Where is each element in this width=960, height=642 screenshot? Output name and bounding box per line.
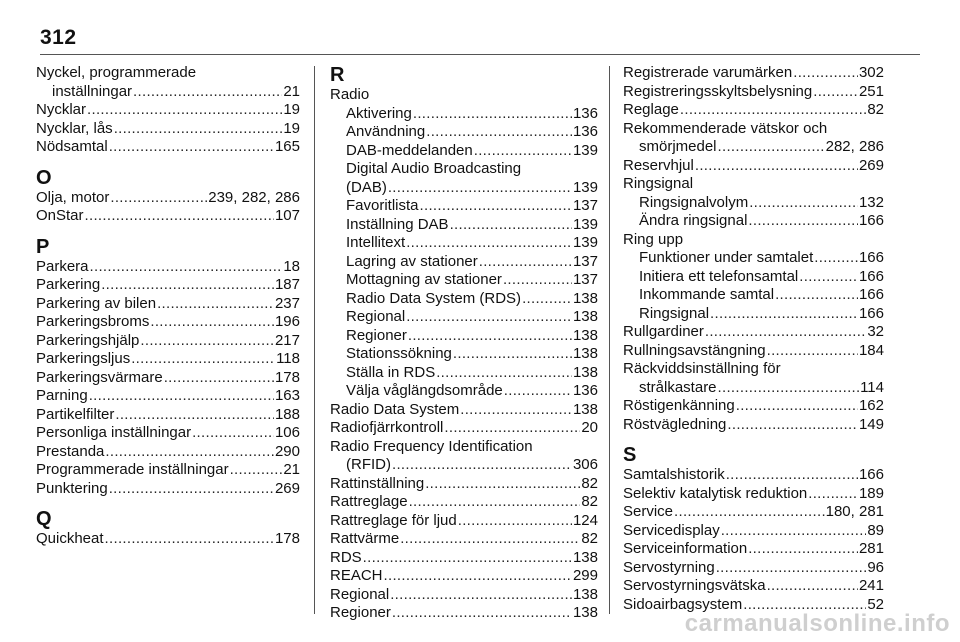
index-entry-term: Välja våglängdsområde	[346, 382, 503, 399]
index-entry-pages: 269	[858, 156, 884, 174]
index-entry-term: Aktivering	[346, 104, 412, 122]
index-entry	[330, 382, 598, 401]
index-entry-term: Partikelfilter	[36, 405, 115, 423]
index-entry-pages: 162	[858, 397, 884, 414]
index-entry-pages: 165	[274, 138, 300, 155]
index-entry-term: Parkeringsljus	[36, 350, 131, 367]
page-number: 312	[40, 26, 77, 49]
index-entry-pages: 302	[858, 64, 884, 81]
index-entry-pages: 281	[858, 540, 884, 557]
index-entry-pages: 178	[274, 368, 300, 386]
index-entry-term: Programmerade inställningar	[36, 461, 229, 478]
watermark-text: carmanualsonline.info	[684, 610, 950, 637]
dot-leader	[522, 290, 572, 309]
dot-leader	[716, 559, 867, 578]
index-entry-pages: 166	[858, 249, 884, 266]
index-entry	[623, 101, 884, 120]
index-entry	[623, 194, 884, 213]
index-entry-pages: 137	[572, 271, 598, 288]
index-entry	[36, 83, 300, 102]
dot-leader	[426, 123, 572, 142]
dot-leader	[420, 197, 572, 216]
index-entry-pages: 241	[858, 577, 884, 594]
index-entry	[623, 485, 884, 504]
index-entry	[330, 290, 598, 309]
index-entry-term: Rullgardiner	[623, 323, 704, 340]
index-entry-heading: Räckviddsinställning för	[623, 360, 781, 377]
index-entry	[36, 138, 300, 157]
index-entry-pages: 290	[274, 442, 300, 460]
index-entry-term: DAB-meddelanden	[346, 141, 473, 159]
index-entry	[330, 216, 598, 235]
index-entry-pages: 96	[867, 558, 884, 576]
index-entry-pages: 139	[572, 215, 598, 233]
index-letter-heading: Q	[36, 508, 52, 530]
index-entry-pages: 239, 282, 286	[208, 188, 300, 206]
dot-leader	[413, 105, 572, 124]
index-entry	[623, 466, 884, 485]
dot-leader	[408, 327, 572, 346]
index-entry	[330, 345, 598, 364]
dot-leader	[767, 577, 858, 596]
index-entry-term: Nycklar, lås	[36, 119, 113, 137]
index-entry-pages: 106	[274, 424, 300, 441]
dot-leader	[388, 179, 572, 198]
index-column-1	[36, 64, 300, 549]
dot-leader	[150, 313, 274, 332]
index-entry	[623, 138, 884, 157]
index-entry-pages: 138	[572, 400, 598, 418]
dot-leader	[674, 503, 825, 522]
index-entry-term: Favoritlista	[346, 197, 419, 214]
index-entry-term: Punktering	[36, 479, 108, 497]
index-entry	[36, 424, 300, 443]
dot-leader	[157, 295, 274, 314]
dot-leader	[748, 212, 858, 231]
index-entry-term: Reglage	[623, 101, 679, 118]
index-entry	[623, 83, 884, 102]
dot-leader	[718, 379, 860, 398]
dot-leader	[90, 258, 283, 277]
index-entry-term: Regioner	[330, 604, 391, 621]
dot-leader	[721, 522, 867, 541]
index-entry	[36, 350, 300, 369]
index-entry-term: Parning	[36, 387, 88, 404]
index-letter-heading: S	[623, 444, 637, 466]
dot-leader	[133, 83, 282, 102]
dot-leader	[392, 456, 572, 475]
dot-leader	[400, 530, 580, 549]
index-entry-term: Servicedisplay	[623, 521, 720, 539]
index-column-2	[330, 64, 598, 623]
index-entry-pages: 82	[867, 101, 884, 118]
index-entry-term: Ringsignal	[639, 304, 710, 322]
index-entry-term: Intellitext	[346, 234, 406, 251]
dot-leader	[89, 387, 274, 406]
index-entry-heading: Ring upp	[623, 230, 684, 248]
index-entry	[623, 503, 884, 522]
index-entry-pages: 138	[572, 289, 598, 307]
dot-leader	[503, 271, 572, 290]
index-entry	[36, 369, 300, 388]
index-entry	[330, 327, 598, 346]
dot-leader	[436, 364, 572, 383]
index-entry	[330, 604, 598, 623]
dot-leader	[504, 382, 572, 401]
index-entry-term: Rattreglage för ljud	[330, 511, 457, 529]
index-entry-heading: Ringsignal	[623, 175, 694, 192]
index-entry-pages: 136	[572, 104, 598, 122]
dot-leader	[813, 83, 858, 102]
index-entry-pages: 132	[858, 193, 884, 211]
index-entry	[623, 342, 884, 361]
index-entry-term: strålkastare	[639, 378, 717, 396]
index-entry	[330, 456, 598, 475]
index-entry-pages: 306	[572, 456, 598, 473]
index-entry-term: Reservhjul	[623, 156, 694, 174]
index-entry	[623, 323, 884, 342]
index-entry-pages: 138	[572, 326, 598, 344]
index-entry-pages: 118	[276, 350, 300, 367]
index-entry	[623, 522, 884, 541]
index-entry-term: Servostyrning	[623, 558, 715, 576]
index-entry-term: Radio Data System (RDS)	[346, 289, 522, 307]
index-entry	[623, 577, 884, 596]
index-entry-pages: 166	[858, 466, 884, 483]
index-entry	[330, 271, 598, 290]
dot-leader	[453, 345, 572, 364]
dot-leader	[726, 466, 858, 485]
index-entry-term: (DAB)	[346, 178, 387, 196]
index-entry-term: Funktioner under samtalet	[639, 249, 814, 266]
dot-leader	[406, 308, 572, 327]
dot-leader	[718, 138, 825, 157]
index-entry	[623, 540, 884, 559]
index-entry-term: Ställa in RDS	[346, 363, 436, 381]
index-entry-heading: Radio Frequency Identification	[330, 437, 533, 455]
index-letter-heading: R	[330, 64, 345, 86]
index-entry-heading: Radio	[330, 86, 370, 103]
index-entry-pages: 188	[274, 405, 300, 423]
dot-leader	[110, 189, 207, 208]
index-entry-term: (RFID)	[346, 456, 391, 473]
index-entry-pages: 20	[581, 419, 598, 436]
index-entry-term: Ringsignalvolym	[639, 193, 749, 211]
dot-leader	[164, 369, 274, 388]
index-entry-term: Ändra ringsignal	[639, 212, 748, 229]
index-entry	[36, 101, 300, 120]
index-entry-pages: 196	[274, 313, 300, 330]
column-divider	[314, 66, 315, 614]
index-entry	[36, 406, 300, 425]
index-entry	[330, 475, 598, 494]
index-entry-pages: 184	[858, 341, 884, 359]
index-entry-pages: 187	[274, 276, 300, 293]
dot-leader	[192, 424, 274, 443]
index-entry-term: Quickheat	[36, 530, 104, 547]
index-entry-term: Parkeringsbroms	[36, 313, 150, 330]
index-entry	[36, 295, 300, 314]
index-entry-term: Regional	[330, 585, 390, 603]
index-entry	[36, 480, 300, 499]
index-entry-term: Mottagning av stationer	[346, 271, 502, 288]
dot-leader	[710, 305, 858, 324]
index-entry-pages: 52	[867, 595, 884, 613]
index-entry-pages: 32	[867, 323, 884, 340]
index-entry-pages: 138	[572, 345, 598, 362]
index-entry-pages: 136	[572, 123, 598, 140]
index-entry-term: Inkommande samtal	[639, 286, 775, 303]
index-entry-pages: 282, 286	[825, 138, 884, 155]
dot-leader	[799, 268, 858, 287]
dot-leader	[705, 323, 866, 342]
index-entry-term: Lagring av stationer	[346, 252, 478, 270]
dot-leader	[458, 512, 572, 531]
index-entry-term: Parkera	[36, 257, 89, 275]
index-entry-pages: 138	[572, 363, 598, 381]
index-entry	[36, 387, 300, 406]
index-entry	[36, 332, 300, 351]
dot-leader	[808, 485, 858, 504]
index-entry	[36, 276, 300, 295]
dot-leader	[105, 530, 274, 549]
index-entry-pages: 82	[581, 530, 598, 547]
index-entry-term: Parkering	[36, 276, 101, 293]
dot-leader	[392, 604, 572, 623]
index-entry-pages: 299	[572, 567, 598, 584]
index-entry-pages: 166	[858, 286, 884, 303]
index-entry-term: Radiofjärrkontroll	[330, 419, 444, 436]
index-entry	[623, 379, 884, 398]
index-entry	[330, 401, 598, 420]
dot-leader	[114, 120, 283, 139]
column-divider	[609, 66, 610, 614]
index-entry-term: Radio Data System	[330, 400, 460, 418]
dot-leader	[85, 207, 274, 226]
index-entry-term: Parkeringshjälp	[36, 331, 140, 349]
index-entry	[623, 559, 884, 578]
index-entry-pages: 82	[581, 474, 598, 492]
index-entry-pages: 21	[283, 461, 300, 478]
index-entry-term: Nödsamtal	[36, 138, 108, 155]
index-entry	[330, 549, 598, 568]
index-entry-pages: 21	[283, 82, 300, 100]
index-entry-pages: 82	[581, 493, 598, 510]
index-entry-pages: 139	[572, 178, 598, 196]
index-entry-pages: 138	[572, 308, 598, 325]
dot-leader	[450, 216, 572, 235]
index-entry	[36, 443, 300, 462]
index-entry-pages: 237	[274, 294, 300, 312]
index-entry-term: Rattinställning	[330, 474, 425, 492]
index-letter-heading: P	[36, 235, 50, 258]
dot-leader	[680, 101, 866, 120]
index-entry-pages: 189	[858, 484, 884, 502]
dot-leader	[363, 549, 572, 568]
dot-leader	[695, 157, 858, 176]
dot-leader	[748, 540, 858, 559]
dot-leader	[460, 401, 572, 420]
index-entry-term: Personliga inställningar	[36, 424, 192, 441]
index-entry	[623, 268, 884, 287]
index-entry	[623, 397, 884, 416]
index-entry-term: Olja, motor	[36, 188, 110, 206]
index-entry	[623, 212, 884, 231]
dot-leader	[479, 253, 572, 272]
index-entry	[330, 234, 598, 253]
index-entry	[330, 364, 598, 383]
index-entry-term: Rullningsavstängning	[623, 341, 766, 359]
index-entry	[36, 189, 300, 208]
index-entry-term: Rattreglage	[330, 493, 408, 510]
index-entry-pages: 149	[858, 415, 884, 433]
dot-leader	[444, 419, 580, 438]
index-entry-pages: 137	[572, 252, 598, 270]
index-entry	[623, 249, 884, 268]
index-entry-heading: Digital Audio Broadcasting	[346, 160, 522, 177]
index-entry-term: Service	[623, 503, 674, 520]
index-entry	[623, 64, 884, 83]
dot-leader	[230, 461, 283, 480]
dot-leader	[87, 101, 282, 120]
index-entry	[623, 305, 884, 324]
index-entry-term: Sidoairbagsystem	[623, 595, 743, 613]
index-entry-term: Användning	[346, 123, 426, 140]
index-entry-pages: 19	[283, 119, 300, 137]
index-entry-pages: 137	[572, 197, 598, 214]
index-entry-term: Registrerade varumärken	[623, 64, 793, 81]
dot-leader	[749, 194, 858, 213]
index-entry	[330, 530, 598, 549]
index-entry	[330, 512, 598, 531]
index-entry-pages: 136	[572, 382, 598, 399]
dot-leader	[105, 443, 274, 462]
header-rule	[40, 54, 920, 55]
dot-leader	[390, 586, 572, 605]
dot-leader	[474, 142, 572, 161]
index-entry	[36, 530, 300, 549]
index-entry-heading: Nyckel, programmerade	[36, 64, 197, 81]
index-entry	[330, 419, 598, 438]
index-entry-pages: 138	[572, 548, 598, 566]
index-entry-term: Registreringsskyltsbelysning	[623, 82, 813, 100]
index-entry	[330, 105, 598, 124]
index-entry-term: Nycklar	[36, 101, 87, 118]
index-entry-pages: 18	[283, 257, 300, 275]
index-entry-pages: 139	[572, 141, 598, 159]
index-entry-term: Inställning DAB	[346, 215, 449, 233]
dot-leader	[727, 416, 858, 435]
index-entry-pages: 163	[274, 387, 300, 404]
dot-leader	[131, 350, 275, 369]
index-entry-term: Röstvägledning	[623, 415, 727, 433]
index-entry-term: REACH	[330, 567, 383, 584]
index-entry-term: Regional	[346, 308, 406, 325]
dot-leader	[814, 249, 858, 268]
index-entry-term: RDS	[330, 548, 362, 566]
index-entry-pages: 269	[274, 479, 300, 497]
index-entry-term: Serviceinformation	[623, 540, 748, 557]
dot-leader	[140, 332, 274, 351]
index-entry	[330, 197, 598, 216]
index-entry-term: Parkering av bilen	[36, 294, 157, 312]
index-letter-heading: O	[36, 166, 52, 189]
index-entry	[330, 123, 598, 142]
index-entry-pages: 114	[860, 378, 884, 396]
index-entry	[36, 313, 300, 332]
index-entry-pages: 166	[858, 267, 884, 285]
index-entry-term: inställningar	[52, 82, 133, 100]
dot-leader	[101, 276, 274, 295]
index-entry-term: Prestanda	[36, 442, 105, 460]
dot-leader	[115, 406, 274, 425]
index-entry	[330, 567, 598, 586]
dot-leader	[406, 234, 572, 253]
index-entry-pages: 138	[572, 585, 598, 603]
dot-leader	[793, 64, 858, 83]
index-entry-term: Samtalshistorik	[623, 466, 725, 483]
index-entry	[330, 586, 598, 605]
dot-leader	[384, 567, 572, 586]
index-entry	[623, 286, 884, 305]
index-entry	[36, 207, 300, 226]
index-entry-pages: 19	[283, 101, 300, 118]
index-entry-pages: 166	[858, 212, 884, 229]
index-entry-pages: 166	[858, 304, 884, 322]
index-entry-term: Initiera ett telefonsamtal	[639, 267, 799, 285]
dot-leader	[736, 397, 858, 416]
index-entry-term: Regioner	[346, 326, 407, 344]
index-entry-term: smörjmedel	[639, 138, 717, 155]
index-entry-term: Stationssökning	[346, 345, 452, 362]
index-entry-term: Röstigenkänning	[623, 397, 735, 414]
index-column-3	[623, 64, 884, 614]
index-entry	[623, 416, 884, 435]
index-entry-term: Rattvärme	[330, 530, 400, 547]
index-entry	[330, 308, 598, 327]
index-entry	[36, 258, 300, 277]
index-entry	[36, 120, 300, 139]
index-entry-pages: 107	[274, 207, 300, 224]
index-entry	[623, 157, 884, 176]
dot-leader	[409, 493, 581, 512]
dot-leader	[767, 342, 858, 361]
index-entry-pages: 217	[274, 331, 300, 349]
index-entry-heading: Rekommenderade vätskor och	[623, 119, 828, 137]
index-entry-pages: 89	[867, 521, 884, 539]
index-entry-pages: 180, 281	[825, 503, 884, 520]
dot-leader	[425, 475, 580, 494]
index-entry	[330, 253, 598, 272]
index-entry-term: OnStar	[36, 207, 84, 224]
index-entry-pages: 178	[274, 530, 300, 547]
index-entry-pages: 124	[572, 511, 598, 529]
index-entry	[330, 142, 598, 161]
index-entry-pages: 139	[572, 234, 598, 251]
index-entry-term: Parkeringsvärmare	[36, 368, 163, 386]
index-entry-term: Selektiv katalytisk reduktion	[623, 484, 808, 502]
index-entry-pages: 251	[858, 82, 884, 100]
index-entry	[330, 179, 598, 198]
dot-leader	[109, 138, 274, 157]
dot-leader	[109, 480, 274, 499]
index-entry-pages: 138	[572, 604, 598, 621]
index-entry	[36, 461, 300, 480]
index-entry-term: Servostyrningsvätska	[623, 577, 766, 594]
dot-leader	[775, 286, 858, 305]
index-entry	[330, 493, 598, 512]
